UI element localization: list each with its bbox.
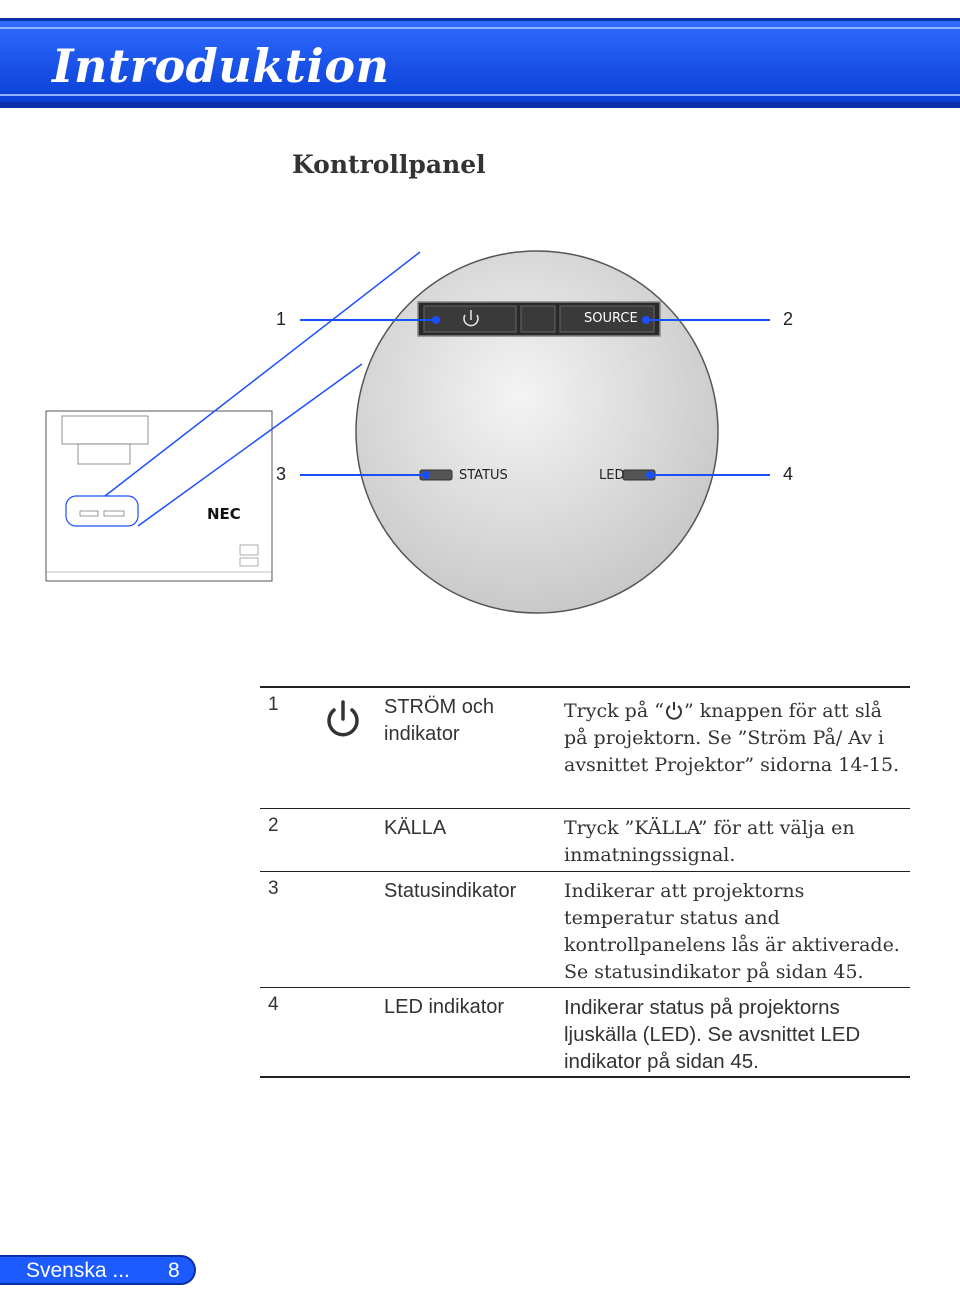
row-name: Statusindikator [384,880,517,902]
row-name: KÄLLA [384,817,447,839]
callout-1: 1 [276,309,287,329]
table-row [260,988,910,1076]
table-row [260,872,910,988]
diagram-graphics [0,200,960,620]
header-banner [0,18,960,108]
row-number: 4 [268,994,279,1015]
callout-4: 4 [783,464,794,484]
row-description: Tryck ”KÄLLA” för att välja en inmatningssignal. [564,817,855,866]
callout-2: 2 [783,309,794,329]
power-icon [322,698,364,744]
brand-logo: NEC [207,505,241,523]
row-number: 2 [268,815,279,836]
row-description: Indikerar att projektorns temperatur status and kontrollpanelens lås är aktiverade. Se statusindikator på sidan 45. [564,880,900,983]
callout-3: 3 [276,464,287,484]
table-row [260,809,910,872]
section-title: Kontrollpanel [292,150,486,179]
source-label: SOURCE [584,311,638,326]
row-name: LED indikator [384,996,505,1018]
page-number: 8 [168,1259,180,1282]
row-number: 1 [268,694,279,715]
inline-power-icon [664,700,684,720]
status-label: STATUS [459,468,508,483]
projector-outline [46,411,272,581]
footer-tab [0,1255,196,1285]
table-row [260,688,910,809]
control-panel-table [260,686,910,1078]
row-description: Tryck på “ ” knappen för att slå på projektorn. Se ”Ström På/ Av i avsnittet Projektor” sidorna 14-15. [564,700,900,776]
row-description: Indikerar status på projektorns ljuskälla (LED). Se avsnittet LED indikator på sidan 45. [564,996,861,1073]
row-name: STRÖM och indikator [384,696,495,745]
row-number: 3 [268,878,279,899]
page-title: Introduktion [52,39,390,93]
control-panel-diagram [0,200,960,620]
led-label: LED [599,468,625,483]
footer-language: Svenska ... [26,1259,130,1282]
